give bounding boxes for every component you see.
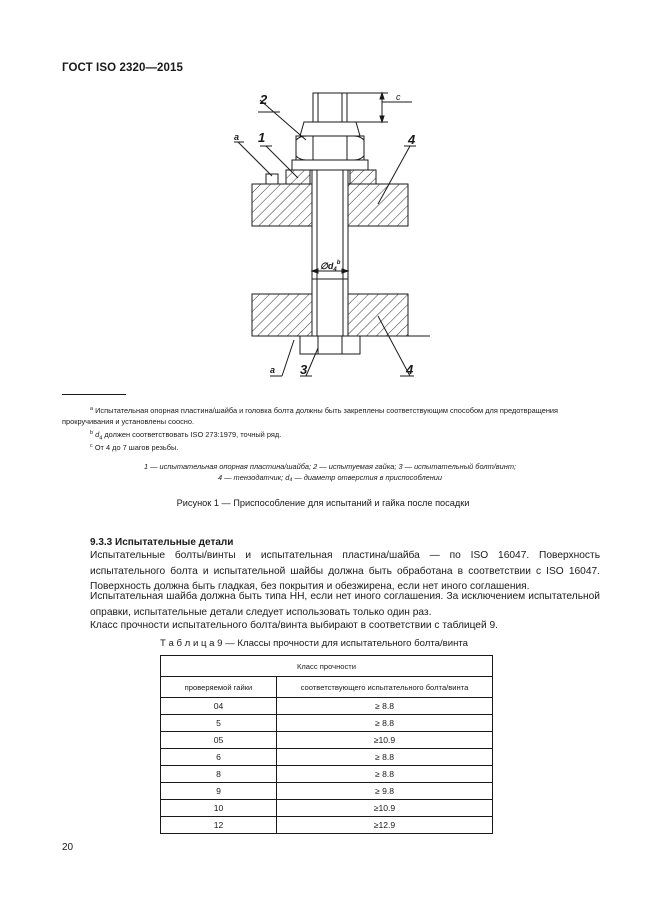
section-title: 9.3.3 Испытательные детали [90,537,234,548]
table-row: 8 ≥ 8.8 [161,766,493,783]
paragraph-1: Испытательные болты/винты и испытательная пластина/шайба — по ISO 16047. Поверхность испытательного болта и испытательной шайбы должна быть обработана в соответствии с ISO 16047. Поверхность должна быть гладкая, без покрытия и обезжирена, если нет иного соглашения. [90,550,600,592]
label-4-bottom: 4 [406,362,414,377]
table-row: 10 ≥10.9 [161,800,493,817]
footnote-separator [62,394,126,395]
label-3: 3 [300,362,308,377]
label-c: c [396,92,401,102]
table-row: 9 ≥ 9.8 [161,783,493,800]
figure-caption: Рисунок 1 — Приспособление для испытаний и гайка после посадки [176,498,470,508]
label-a-top: a [234,132,240,142]
page-number: 20 [62,842,74,853]
label-diameter: $\emptyset d_4^b$ [320,260,341,273]
label-a-bottom: a [270,365,276,375]
table-row: 6 ≥ 8.8 [161,749,493,766]
table-row: 05 ≥10.9 [161,732,493,749]
label-4-top: 4 [408,132,416,147]
footnote-a: $^a$ Испытательная опорная пластина/шайба и головка болта должны быть закреплены соответствующим способом для предотвращения прокручивания и установлены соосно. [62,406,559,426]
figure-test-fixture [220,86,435,381]
table-caption: Т а б л и ц а 9 — Классы прочности для испытательного болта/винта [160,638,469,649]
paragraph-3: Класс прочности испытательного болта/винта выбирают в соответствии с таблицей 9. [90,620,498,631]
table-row: 5 ≥ 8.8 [161,715,493,732]
footnote-b: $^b$ $d_4$ должен соответствовать ISO 273:1979, точный ряд. [90,430,282,442]
legend-line-1: 1 — испытательная опорная пластина/шайба; 2 — испытуемая гайка; 3 — испытательный болт/винт; [143,462,517,471]
table-header-top: Класс прочности [161,656,493,677]
table-header-col2: соответствующего испытательного болта/винта [277,677,493,698]
strength-class-table [160,655,493,834]
table-row: 12 ≥12.9 [161,817,493,834]
document-header: ГОСТ ISO 2320—2015 [62,62,184,74]
table-row: 04 ≥ 8.8 [161,698,493,715]
footnote-c: $^c$ От 4 до 7 шагов резьбы. [90,443,179,452]
label-1: 1 [258,130,266,145]
paragraph-2: Испытательная шайба должна быть типа НН, если нет иного соглашения. За исключением испытательной оправки, испытательные детали следует использовать только один раз. [90,591,600,618]
label-2: 2 [260,92,268,107]
legend-line-2: 4 — тензодатчик; d₄ — диаметр отверстия в приспособлении [217,473,443,482]
table-header-col1: проверяемой гайки [161,677,277,698]
